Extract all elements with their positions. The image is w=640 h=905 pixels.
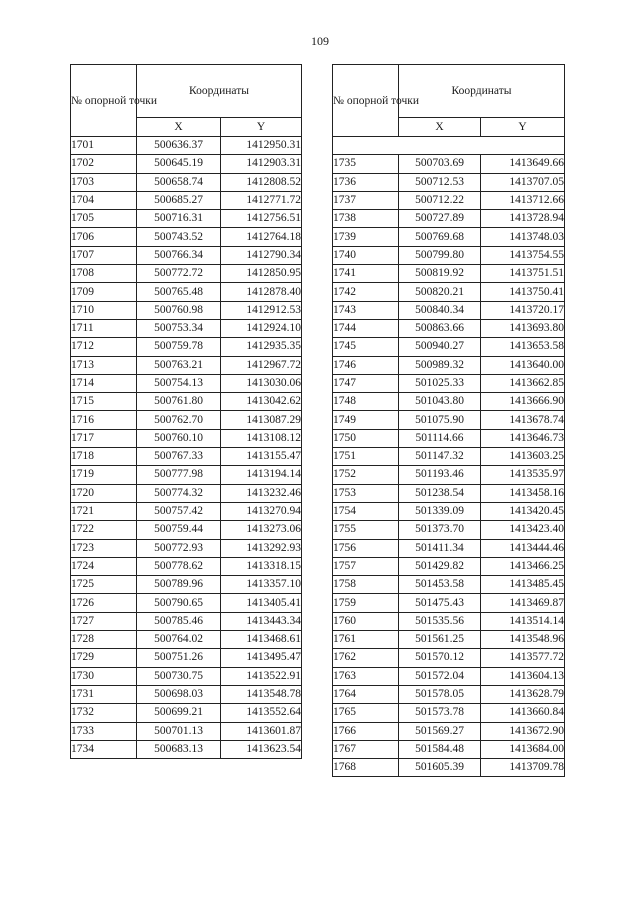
- x-coordinate-cell: 500658.74: [137, 173, 221, 191]
- table-row: [71, 594, 302, 612]
- point-number-cell: 1709: [71, 283, 137, 301]
- point-number-cell: 1734: [71, 740, 137, 758]
- x-coordinate-cell: 500819.92: [399, 265, 481, 283]
- table-row: [333, 685, 565, 703]
- header-coordinates: Координаты: [399, 65, 565, 118]
- y-coordinate-cell: 1413548.78: [221, 685, 302, 703]
- point-number-cell: 1702: [71, 155, 137, 173]
- y-coordinate-cell: 1413653.58: [481, 338, 565, 356]
- table-row: [71, 411, 302, 429]
- table-row: [333, 759, 565, 777]
- table-row: [71, 484, 302, 502]
- table-row: [71, 631, 302, 649]
- y-coordinate-cell: 1412903.31: [221, 155, 302, 173]
- point-number-cell: 1760: [333, 612, 399, 630]
- x-coordinate-cell: 500766.34: [137, 246, 221, 264]
- y-coordinate-cell: 1413318.15: [221, 557, 302, 575]
- table-row: [333, 374, 565, 392]
- table-row: [71, 319, 302, 337]
- point-number-cell: 1720: [71, 484, 137, 502]
- table-row: [333, 740, 565, 758]
- y-coordinate-cell: 1413357.10: [221, 576, 302, 594]
- point-number-cell: 1744: [333, 319, 399, 337]
- table-row: [71, 612, 302, 630]
- table-row: [333, 594, 565, 612]
- y-coordinate-cell: 1413751.51: [481, 265, 565, 283]
- x-coordinate-cell: 501193.46: [399, 466, 481, 484]
- x-coordinate-cell: 500762.70: [137, 411, 221, 429]
- x-coordinate-cell: 500683.13: [137, 740, 221, 758]
- table-row: [333, 484, 565, 502]
- point-number-cell: 1706: [71, 228, 137, 246]
- table-row: [71, 356, 302, 374]
- y-coordinate-cell: 1412950.31: [221, 137, 302, 155]
- table-row: [333, 173, 565, 191]
- x-coordinate-cell: 500772.72: [137, 265, 221, 283]
- x-coordinate-cell: 500763.21: [137, 356, 221, 374]
- point-number-cell: 1759: [333, 594, 399, 612]
- table-row: [333, 502, 565, 520]
- table-row: [333, 155, 565, 173]
- x-coordinate-cell: 501570.12: [399, 649, 481, 667]
- x-coordinate-cell: 501373.70: [399, 521, 481, 539]
- x-coordinate-cell: 500799.80: [399, 246, 481, 264]
- header-y: Y: [481, 118, 565, 137]
- x-coordinate-cell: 500769.68: [399, 228, 481, 246]
- table-row: [333, 228, 565, 246]
- point-number-cell: 1752: [333, 466, 399, 484]
- table-body-right: [333, 137, 565, 777]
- x-coordinate-cell: 500778.62: [137, 557, 221, 575]
- y-coordinate-cell: 1412912.53: [221, 301, 302, 319]
- x-coordinate-cell: 501453.58: [399, 576, 481, 594]
- point-number-cell: 1721: [71, 502, 137, 520]
- table-row: [71, 301, 302, 319]
- y-coordinate-cell: 1413232.46: [221, 484, 302, 502]
- table-row: [333, 466, 565, 484]
- point-number-cell: 1723: [71, 539, 137, 557]
- table-row: [71, 685, 302, 703]
- point-number-cell: 1751: [333, 448, 399, 466]
- x-coordinate-cell: 501025.33: [399, 374, 481, 392]
- x-coordinate-cell: 501535.56: [399, 612, 481, 630]
- table-row: [333, 338, 565, 356]
- x-coordinate-cell: 501584.48: [399, 740, 481, 758]
- point-number-cell: 1765: [333, 704, 399, 722]
- x-coordinate-cell: 501475.43: [399, 594, 481, 612]
- x-coordinate-cell: 501114.66: [399, 429, 481, 447]
- point-number-cell: 1742: [333, 283, 399, 301]
- header-coordinates: Координаты: [137, 65, 302, 118]
- x-coordinate-cell: 501147.32: [399, 448, 481, 466]
- point-number-cell: 1713: [71, 356, 137, 374]
- table-row: [71, 210, 302, 228]
- x-coordinate-cell: 501605.39: [399, 759, 481, 777]
- y-coordinate-cell: 1413754.55: [481, 246, 565, 264]
- header-point-number: № опорной точки: [71, 65, 137, 137]
- y-coordinate-cell: 1413420.45: [481, 502, 565, 520]
- y-coordinate-cell: 1413646.73: [481, 429, 565, 447]
- table-row: [71, 191, 302, 209]
- table-row: [333, 283, 565, 301]
- x-coordinate-cell: 500863.66: [399, 319, 481, 337]
- point-number-cell: 1708: [71, 265, 137, 283]
- spacer-cell: [333, 137, 565, 155]
- x-coordinate-cell: 501561.25: [399, 631, 481, 649]
- coordinates-table-left: [70, 64, 302, 759]
- coordinates-table-right: [332, 64, 565, 777]
- x-coordinate-cell: 501573.78: [399, 704, 481, 722]
- point-number-cell: 1762: [333, 649, 399, 667]
- y-coordinate-cell: 1413660.84: [481, 704, 565, 722]
- x-coordinate-cell: 500760.98: [137, 301, 221, 319]
- point-number-cell: 1705: [71, 210, 137, 228]
- table-row: [71, 228, 302, 246]
- table-row: [71, 649, 302, 667]
- point-number-cell: 1719: [71, 466, 137, 484]
- point-number-cell: 1712: [71, 338, 137, 356]
- point-number-cell: 1731: [71, 685, 137, 703]
- y-coordinate-cell: 1412764.18: [221, 228, 302, 246]
- y-coordinate-cell: 1412935.35: [221, 338, 302, 356]
- x-coordinate-cell: 500701.13: [137, 722, 221, 740]
- table-row: [333, 631, 565, 649]
- x-coordinate-cell: 501238.54: [399, 484, 481, 502]
- table-row: [333, 704, 565, 722]
- table-row: [333, 246, 565, 264]
- y-coordinate-cell: 1413720.17: [481, 301, 565, 319]
- point-number-cell: 1714: [71, 374, 137, 392]
- point-number-cell: 1767: [333, 740, 399, 758]
- y-coordinate-cell: 1412756.51: [221, 210, 302, 228]
- point-number-cell: 1730: [71, 667, 137, 685]
- y-coordinate-cell: 1412771.72: [221, 191, 302, 209]
- point-number-cell: 1768: [333, 759, 399, 777]
- table-row: [333, 539, 565, 557]
- table-row: [71, 155, 302, 173]
- point-number-cell: 1732: [71, 704, 137, 722]
- x-coordinate-cell: 500636.37: [137, 137, 221, 155]
- x-coordinate-cell: 500727.89: [399, 210, 481, 228]
- x-coordinate-cell: 500645.19: [137, 155, 221, 173]
- table-row: [71, 557, 302, 575]
- point-number-cell: 1718: [71, 448, 137, 466]
- table-row: [333, 301, 565, 319]
- y-coordinate-cell: 1413469.87: [481, 594, 565, 612]
- table-row: [333, 319, 565, 337]
- point-number-cell: 1729: [71, 649, 137, 667]
- x-coordinate-cell: 500940.27: [399, 338, 481, 356]
- table-body-left: [71, 137, 302, 759]
- header-x: X: [399, 118, 481, 137]
- point-number-cell: 1715: [71, 393, 137, 411]
- y-coordinate-cell: 1413514.14: [481, 612, 565, 630]
- page-number: 109: [311, 34, 329, 48]
- table-row: [333, 411, 565, 429]
- point-number-cell: 1757: [333, 557, 399, 575]
- x-coordinate-cell: 500761.80: [137, 393, 221, 411]
- y-coordinate-cell: 1413603.25: [481, 448, 565, 466]
- point-number-cell: 1755: [333, 521, 399, 539]
- point-number-cell: 1733: [71, 722, 137, 740]
- y-coordinate-cell: 1413443.34: [221, 612, 302, 630]
- point-number-cell: 1704: [71, 191, 137, 209]
- y-coordinate-cell: 1413728.94: [481, 210, 565, 228]
- point-number-cell: 1749: [333, 411, 399, 429]
- spacer-row: [333, 137, 565, 155]
- table-row: [71, 374, 302, 392]
- table-row: [333, 521, 565, 539]
- x-coordinate-cell: 500712.22: [399, 191, 481, 209]
- table-row: [71, 246, 302, 264]
- x-coordinate-cell: 500698.03: [137, 685, 221, 703]
- point-number-cell: 1740: [333, 246, 399, 264]
- y-coordinate-cell: 1412924.10: [221, 319, 302, 337]
- x-coordinate-cell: 500820.21: [399, 283, 481, 301]
- table-row: [71, 740, 302, 758]
- y-coordinate-cell: 1413649.66: [481, 155, 565, 173]
- point-number-cell: 1745: [333, 338, 399, 356]
- table-row: [333, 612, 565, 630]
- header-x: X: [137, 118, 221, 137]
- table-row: [71, 448, 302, 466]
- point-number-cell: 1717: [71, 429, 137, 447]
- point-number-cell: 1748: [333, 393, 399, 411]
- table-row: [71, 338, 302, 356]
- table-row: [333, 557, 565, 575]
- point-number-cell: 1763: [333, 667, 399, 685]
- y-coordinate-cell: 1413552.64: [221, 704, 302, 722]
- table-row: [71, 265, 302, 283]
- x-coordinate-cell: 500757.42: [137, 502, 221, 520]
- y-coordinate-cell: 1412967.72: [221, 356, 302, 374]
- x-coordinate-cell: 500789.96: [137, 576, 221, 594]
- point-number-cell: 1747: [333, 374, 399, 392]
- table-row: [333, 191, 565, 209]
- header-y: Y: [221, 118, 302, 137]
- x-coordinate-cell: 500743.52: [137, 228, 221, 246]
- point-number-cell: 1753: [333, 484, 399, 502]
- table-row: [333, 667, 565, 685]
- table-row: [71, 576, 302, 594]
- y-coordinate-cell: 1413548.96: [481, 631, 565, 649]
- table-row: [333, 722, 565, 740]
- table-row: [333, 210, 565, 228]
- point-number-cell: 1738: [333, 210, 399, 228]
- y-coordinate-cell: 1413273.06: [221, 521, 302, 539]
- y-coordinate-cell: 1413423.40: [481, 521, 565, 539]
- point-number-cell: 1703: [71, 173, 137, 191]
- y-coordinate-cell: 1413748.03: [481, 228, 565, 246]
- y-coordinate-cell: 1413666.90: [481, 393, 565, 411]
- x-coordinate-cell: 500716.31: [137, 210, 221, 228]
- point-number-cell: 1707: [71, 246, 137, 264]
- y-coordinate-cell: 1413270.94: [221, 502, 302, 520]
- x-coordinate-cell: 500712.53: [399, 173, 481, 191]
- point-number-cell: 1737: [333, 191, 399, 209]
- y-coordinate-cell: 1413087.29: [221, 411, 302, 429]
- y-coordinate-cell: 1413684.00: [481, 740, 565, 758]
- y-coordinate-cell: 1412790.34: [221, 246, 302, 264]
- x-coordinate-cell: 501339.09: [399, 502, 481, 520]
- point-number-cell: 1758: [333, 576, 399, 594]
- x-coordinate-cell: 500759.44: [137, 521, 221, 539]
- y-coordinate-cell: 1413468.61: [221, 631, 302, 649]
- x-coordinate-cell: 500840.34: [399, 301, 481, 319]
- point-number-cell: 1746: [333, 356, 399, 374]
- x-coordinate-cell: 501569.27: [399, 722, 481, 740]
- y-coordinate-cell: 1412808.52: [221, 173, 302, 191]
- table-row: [71, 502, 302, 520]
- y-coordinate-cell: 1412850.95: [221, 265, 302, 283]
- x-coordinate-cell: 501043.80: [399, 393, 481, 411]
- table-row: [71, 704, 302, 722]
- y-coordinate-cell: 1413155.47: [221, 448, 302, 466]
- y-coordinate-cell: 1413640.00: [481, 356, 565, 374]
- x-coordinate-cell: 501572.04: [399, 667, 481, 685]
- x-coordinate-cell: 500767.33: [137, 448, 221, 466]
- point-number-cell: 1756: [333, 539, 399, 557]
- table-row: [333, 429, 565, 447]
- y-coordinate-cell: 1413405.41: [221, 594, 302, 612]
- point-number-cell: 1710: [71, 301, 137, 319]
- table-row: [71, 429, 302, 447]
- y-coordinate-cell: 1413458.16: [481, 484, 565, 502]
- y-coordinate-cell: 1413712.66: [481, 191, 565, 209]
- x-coordinate-cell: 500754.13: [137, 374, 221, 392]
- x-coordinate-cell: 500989.32: [399, 356, 481, 374]
- point-number-cell: 1722: [71, 521, 137, 539]
- y-coordinate-cell: 1413672.90: [481, 722, 565, 740]
- point-number-cell: 1766: [333, 722, 399, 740]
- table-row: [71, 466, 302, 484]
- y-coordinate-cell: 1413707.05: [481, 173, 565, 191]
- x-coordinate-cell: 500730.75: [137, 667, 221, 685]
- y-coordinate-cell: 1413108.12: [221, 429, 302, 447]
- table-row: [333, 356, 565, 374]
- y-coordinate-cell: 1413466.25: [481, 557, 565, 575]
- point-number-cell: 1727: [71, 612, 137, 630]
- x-coordinate-cell: 500760.10: [137, 429, 221, 447]
- y-coordinate-cell: 1413628.79: [481, 685, 565, 703]
- x-coordinate-cell: 500753.34: [137, 319, 221, 337]
- point-number-cell: 1764: [333, 685, 399, 703]
- y-coordinate-cell: 1413750.41: [481, 283, 565, 301]
- point-number-cell: 1754: [333, 502, 399, 520]
- table-row: [71, 283, 302, 301]
- y-coordinate-cell: 1413444.46: [481, 539, 565, 557]
- table-row: [71, 393, 302, 411]
- x-coordinate-cell: 501075.90: [399, 411, 481, 429]
- point-number-cell: 1750: [333, 429, 399, 447]
- point-number-cell: 1736: [333, 173, 399, 191]
- x-coordinate-cell: 501578.05: [399, 685, 481, 703]
- x-coordinate-cell: 500790.65: [137, 594, 221, 612]
- x-coordinate-cell: 500785.46: [137, 612, 221, 630]
- table-row: [333, 265, 565, 283]
- table-row: [71, 667, 302, 685]
- header-point-number: № опорной точки: [333, 65, 399, 137]
- x-coordinate-cell: 500685.27: [137, 191, 221, 209]
- x-coordinate-cell: 501429.82: [399, 557, 481, 575]
- y-coordinate-cell: 1413604.13: [481, 667, 565, 685]
- table-row: [71, 722, 302, 740]
- table-row: [333, 393, 565, 411]
- y-coordinate-cell: 1413522.91: [221, 667, 302, 685]
- point-number-cell: 1741: [333, 265, 399, 283]
- x-coordinate-cell: 500759.78: [137, 338, 221, 356]
- point-number-cell: 1761: [333, 631, 399, 649]
- table-row: [333, 649, 565, 667]
- y-coordinate-cell: 1413577.72: [481, 649, 565, 667]
- y-coordinate-cell: 1413623.54: [221, 740, 302, 758]
- y-coordinate-cell: 1413662.85: [481, 374, 565, 392]
- point-number-cell: 1701: [71, 137, 137, 155]
- y-coordinate-cell: 1413042.62: [221, 393, 302, 411]
- x-coordinate-cell: 500699.21: [137, 704, 221, 722]
- point-number-cell: 1726: [71, 594, 137, 612]
- table-row: [333, 448, 565, 466]
- x-coordinate-cell: 500751.26: [137, 649, 221, 667]
- table-row: [71, 137, 302, 155]
- table-row: [333, 576, 565, 594]
- point-number-cell: 1735: [333, 155, 399, 173]
- point-number-cell: 1739: [333, 228, 399, 246]
- y-coordinate-cell: 1412878.40: [221, 283, 302, 301]
- y-coordinate-cell: 1413601.87: [221, 722, 302, 740]
- x-coordinate-cell: 500777.98: [137, 466, 221, 484]
- y-coordinate-cell: 1413030.06: [221, 374, 302, 392]
- y-coordinate-cell: 1413292.93: [221, 539, 302, 557]
- x-coordinate-cell: 500764.02: [137, 631, 221, 649]
- x-coordinate-cell: 500772.93: [137, 539, 221, 557]
- table-row: [71, 539, 302, 557]
- point-number-cell: 1743: [333, 301, 399, 319]
- x-coordinate-cell: 500774.32: [137, 484, 221, 502]
- y-coordinate-cell: 1413693.80: [481, 319, 565, 337]
- y-coordinate-cell: 1413678.74: [481, 411, 565, 429]
- point-number-cell: 1725: [71, 576, 137, 594]
- x-coordinate-cell: 501411.34: [399, 539, 481, 557]
- table-row: [71, 521, 302, 539]
- table-row: [71, 173, 302, 191]
- point-number-cell: 1728: [71, 631, 137, 649]
- x-coordinate-cell: 500765.48: [137, 283, 221, 301]
- point-number-cell: 1716: [71, 411, 137, 429]
- point-number-cell: 1711: [71, 319, 137, 337]
- y-coordinate-cell: 1413485.45: [481, 576, 565, 594]
- y-coordinate-cell: 1413194.14: [221, 466, 302, 484]
- y-coordinate-cell: 1413535.97: [481, 466, 565, 484]
- x-coordinate-cell: 500703.69: [399, 155, 481, 173]
- y-coordinate-cell: 1413495.47: [221, 649, 302, 667]
- y-coordinate-cell: 1413709.78: [481, 759, 565, 777]
- point-number-cell: 1724: [71, 557, 137, 575]
